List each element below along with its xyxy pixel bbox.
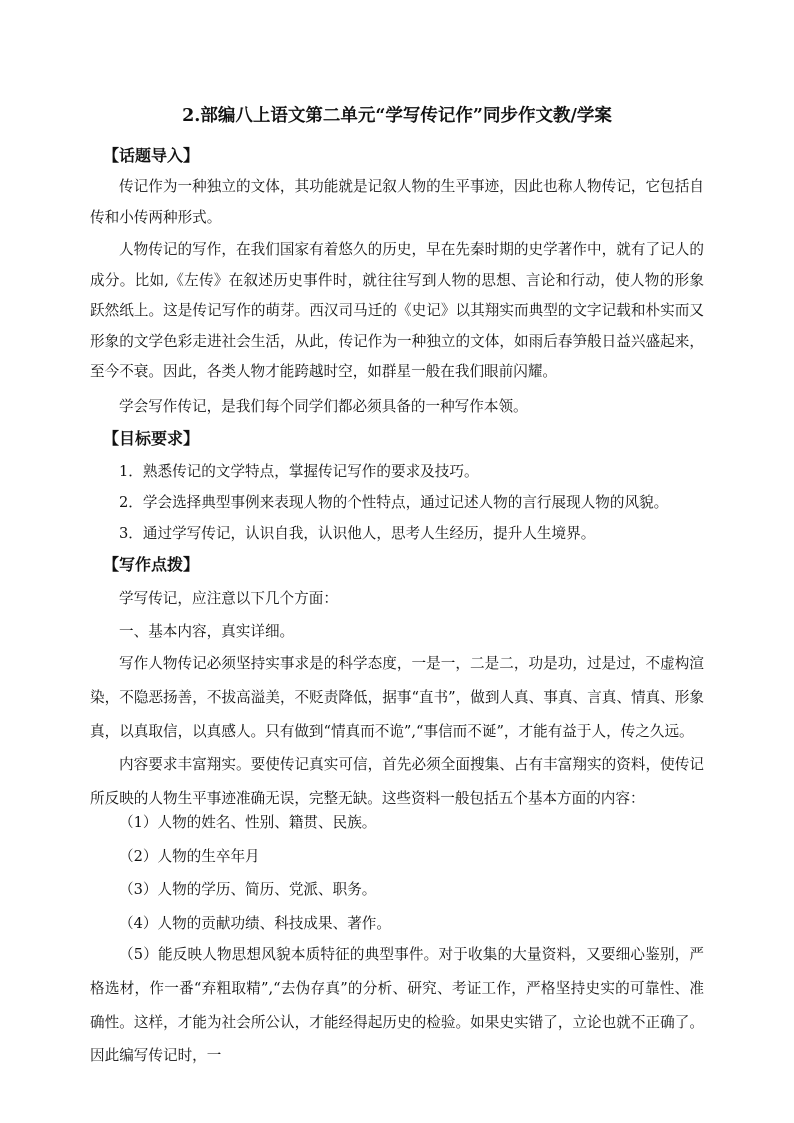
section-heading-goals: 【目标要求】 bbox=[103, 429, 200, 448]
document-title: 2.部编八上语文第二单元“学写传记作”同步作文教/学案 bbox=[182, 106, 612, 126]
tips-paragraph-1: 写作人物传记必须坚持实事求是的科学态度，一是一，二是二，功是功，过是过，不虚构渲染，不隐恶扬善，不拔高溢美，不贬责降低，据事“直书”，做到人真、事真、言真、情真、形象真，以真取信，以真感人。只有做到“情真而不诡”,“事信而不诞”，才能有益于人，传之久远。 bbox=[90, 655, 704, 740]
tips-lead: 学写传记，应注意以下几个方面： bbox=[119, 590, 338, 607]
tips-point-1: 一、基本内容，真实详细。 bbox=[119, 623, 295, 640]
tips-paragraph-3: （5）能反映人物思想风貌本质特征的典型事件。对于收集的大量资料，又要细心鉴别，严格选材，作一番“弃粗取精”,“去伪存真”的分析、研究、考证工作，严格坚持史实的可靠性、准确性。这样，才能为社会所公认，才能经得起历史的检验。如果史实错了，立论也就不正确了。因此编写传记时，一 bbox=[90, 946, 704, 1065]
list-item-4: （4）人物的贡献功绩、科技成果、著作。 bbox=[119, 915, 391, 932]
list-item-3: （3）人物的学历、简历、党派、职务。 bbox=[119, 881, 377, 898]
goal-item-1: 1．熟悉传记的文学特点，掌握传记写作的要求及技巧。 bbox=[119, 463, 479, 480]
intro-paragraph-1: 传记作为一种独立的文体，其功能就是记叙人物的生平事迹，因此也称人物传记，它包括自传和小传两种形式。 bbox=[90, 178, 704, 226]
tips-paragraph-2: 内容要求丰富翔实。要使传记真实可信，首先必须全面搜集、占有丰富翔实的资料，使传记所反映的人物生平事迹准确无误，完整无缺。这些资料一般包括五个基本方面的内容： bbox=[90, 756, 704, 807]
list-item-2: （2）人物的生卒年月 bbox=[119, 848, 260, 865]
list-item-1: （1）人物的姓名、性别、籍贯、民族。 bbox=[119, 814, 377, 831]
section-heading-intro: 【话题导入】 bbox=[103, 146, 200, 165]
intro-paragraph-2: 人物传记的写作，在我们国家有着悠久的历史，早在先秦时期的史学著作中，就有了记人的成分。比如,《左传》在叙述历史事件时，就往往写到人物的思想、言论和行动，使人物的形象跃然纸上。这是传记写作的萌芽。西汉司马迁的《史记》以其翔实而典型的文字记载和朴实而又形象的文学色彩走进社会生活，从此，传记作为一种独立的文体，如雨后春笋般日益兴盛起来，至今不衰。因此，各类人物才能跨越时空，如群星一般在我们眼前闪耀。 bbox=[90, 241, 704, 380]
intro-paragraph-3: 学会写作传记，是我们每个同学们都必须具备的一种写作本领。 bbox=[119, 398, 528, 415]
section-heading-tips: 【写作点拨】 bbox=[103, 555, 200, 574]
goal-item-3: 3．通过学写传记，认识自我，认识他人，思考人生经历，提升人生境界。 bbox=[119, 525, 596, 542]
goal-item-2: 2．学会选择典型事例来表现人物的个性特点，通过记述人物的言行展现人物的风貌。 bbox=[119, 494, 669, 511]
